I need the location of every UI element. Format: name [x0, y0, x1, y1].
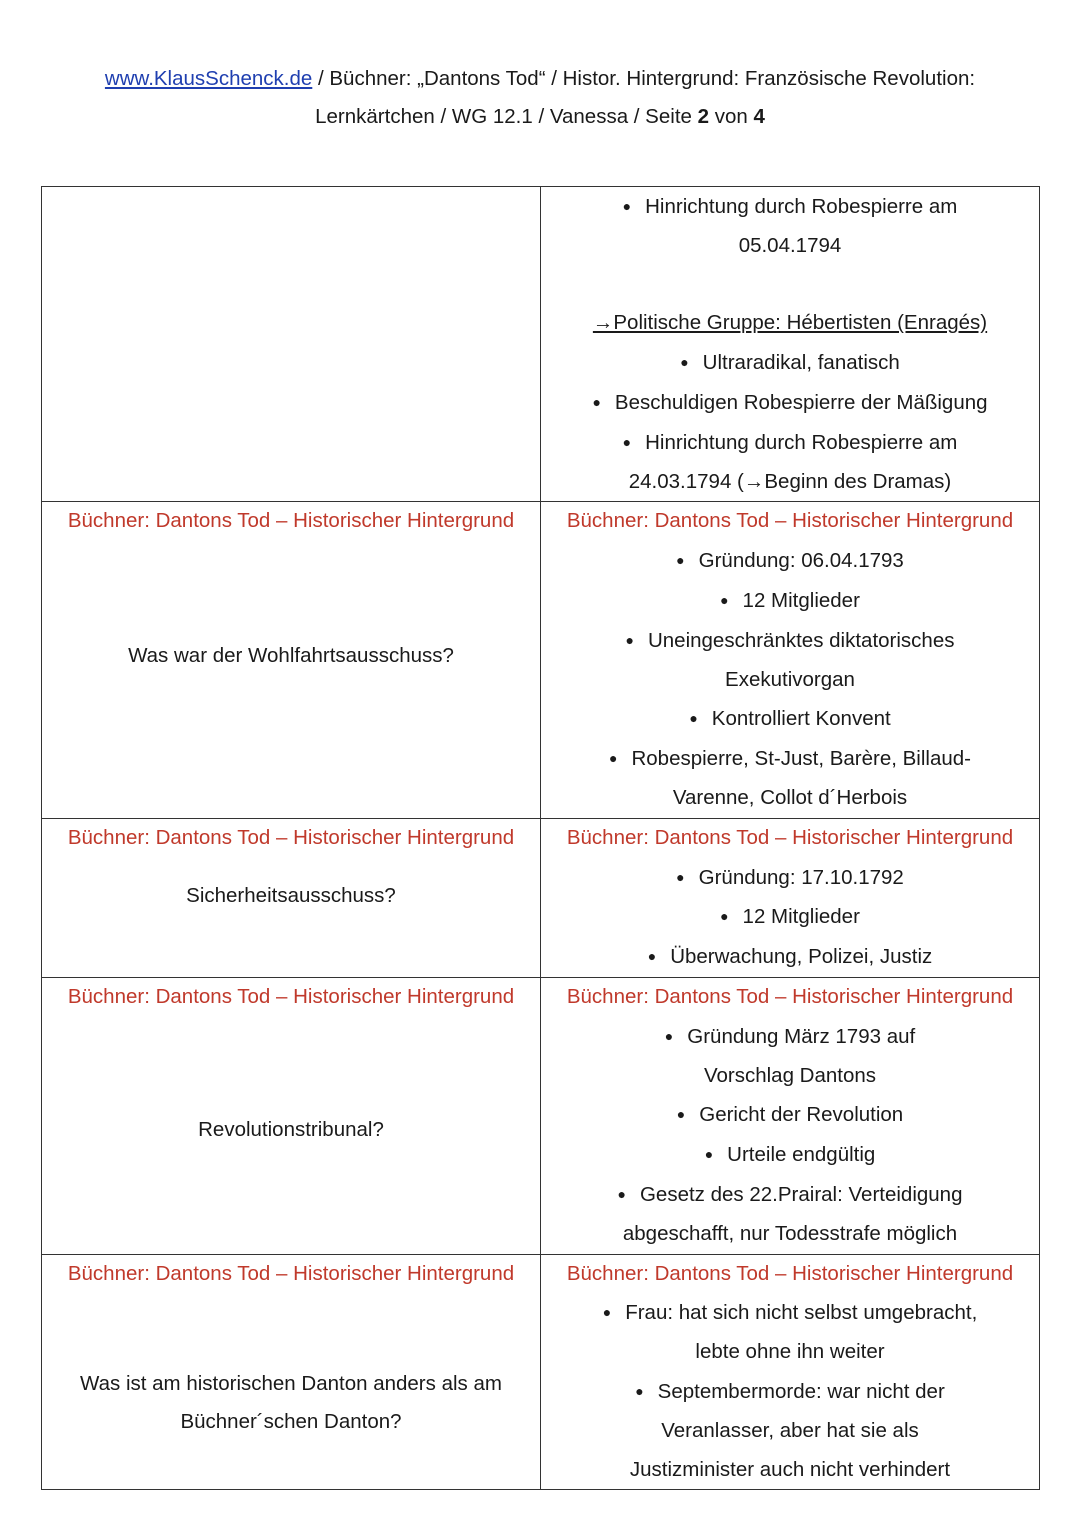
- bullet-dot: ●: [602, 1304, 612, 1321]
- bullet-dot: ●: [704, 1146, 714, 1163]
- answer-bullet: ● Überwachung, Polizei, Justiz: [647, 945, 933, 969]
- card-answer-cell: [541, 977, 1040, 1254]
- card-category: Büchner: Dantons Tod – Historischer Hintergrund: [566, 1261, 1014, 1285]
- flashcard-row: [42, 818, 1040, 977]
- card-category: Büchner: Dantons Tod – Historischer Hintergrund: [566, 825, 1014, 849]
- card-question: Was ist am historischen Danton anders als am Büchner´schen Danton?: [80, 1371, 502, 1434]
- header-title: / Büchner: „Dantons Tod“ / Histor. Hintergrund: Französische Revolution:: [312, 67, 976, 90]
- bullet-dot: ●: [609, 750, 618, 767]
- bullet-dot: ●: [720, 908, 729, 925]
- card-question-cell: [42, 977, 541, 1254]
- answer-bullet: ● Beschuldigen Robespierre der Mäßigung: [592, 390, 988, 414]
- card-question: Was war der Wohlfahrtsausschuss?: [128, 643, 454, 667]
- answer-bullet: ● Gesetz des 22.Prairal: Verteidigung abgeschafft, nur Todesstrafe möglich: [617, 1182, 963, 1245]
- bullet-dot: ●: [680, 354, 689, 371]
- bullet-dot: ●: [676, 1106, 686, 1123]
- site-link[interactable]: www.KlausSchenck.de: [104, 67, 313, 90]
- bullet-dot: ●: [647, 948, 657, 965]
- answer-bullet: ● Robespierre, St-Just, Barère, Billaud-Varenne, Collot d´Herbois: [609, 747, 971, 809]
- card-answer-cell: [541, 818, 1040, 977]
- answer-bullet: ● Urteile endgültig: [704, 1143, 876, 1167]
- answer-bullet: ● Uneingeschränktes diktatorisches Exekutivorgan: [625, 628, 955, 691]
- page-current: 2: [697, 105, 710, 128]
- flashcard-row: [42, 977, 1040, 1254]
- bullet-dot: ●: [617, 1185, 626, 1202]
- answer-bullet: ● Gericht der Revolution: [676, 1103, 904, 1127]
- bullet-dot: ●: [622, 198, 632, 214]
- answer-bullet: ● 12 Mitglieder: [720, 588, 860, 612]
- flashcard-row: [42, 1254, 1040, 1490]
- bullet-dot: ●: [676, 868, 685, 885]
- card-question-cell: [42, 187, 541, 502]
- bullet-dot: ●: [622, 433, 632, 450]
- group-heading: →Politische Gruppe: Hébertisten (Enragés): [592, 311, 988, 335]
- card-question: Revolutionstribunal?: [198, 1118, 384, 1142]
- answer-bullet: ● Hinrichtung durch Robespierre am 24.03.1794 (→Beginn des Dramas): [622, 430, 958, 493]
- answer-bullet: ● Gründung: 06.04.1793: [676, 549, 904, 573]
- answer-bullet: ● Ultraradikal, fanatisch: [680, 351, 900, 375]
- page-total: 4: [753, 105, 765, 128]
- card-category: Büchner: Dantons Tod – Historischer Hintergrund: [566, 509, 1014, 533]
- card-category: Büchner: Dantons Tod – Historischer Hintergrund: [67, 984, 515, 1008]
- answer-bullet: ● Kontrolliert Konvent: [689, 707, 891, 731]
- answer-bullet: ● Hinrichtung durch Robespierre am 05.04.1794: [622, 195, 958, 257]
- header-line-1: [0, 60, 1080, 98]
- flashcard-row: [42, 502, 1040, 818]
- card-category: Büchner: Dantons Tod – Historischer Hintergrund: [67, 509, 515, 533]
- answer-bullet: ● Gründung: 17.10.1792: [676, 865, 904, 889]
- card-category: Büchner: Dantons Tod – Historischer Hintergrund: [67, 825, 515, 849]
- bullet-dot: ●: [635, 1382, 644, 1399]
- bullet-dot: ●: [625, 631, 634, 648]
- card-question: Sicherheitsausschuss?: [186, 884, 396, 908]
- card-question-cell: [42, 1254, 541, 1490]
- bullet-dot: ●: [676, 552, 685, 569]
- card-answer-cell: [541, 1254, 1040, 1490]
- header-meta: Lernkärtchen / WG 12.1 / Vanessa / Seite: [315, 105, 698, 128]
- answer-bullet: ● 12 Mitglieder: [720, 905, 860, 929]
- bullet-dot: ●: [689, 710, 698, 727]
- card-question-cell: [42, 502, 541, 818]
- answer-bullet: ● Septembermorde: war nicht der Veranlasser, aber hat sie als Justizminister auch nicht verhindert: [629, 1379, 951, 1481]
- bullet-dot: ●: [720, 591, 729, 608]
- page-separator: von: [709, 105, 754, 128]
- answer-bullet: ● Gründung März 1793 auf Vorschlag Dantons: [664, 1024, 916, 1087]
- header-line-2: [0, 98, 1080, 136]
- flashcard-row: [42, 187, 1040, 502]
- flashcard-table: [41, 186, 1040, 1490]
- card-question-cell: [42, 818, 541, 977]
- card-category: Büchner: Dantons Tod – Historischer Hintergrund: [67, 1261, 515, 1285]
- card-answer-cell: [541, 187, 1040, 502]
- bullet-dot: ●: [664, 1027, 674, 1044]
- answer-bullet: ● Frau: hat sich nicht selbst umgebracht, lebte ohne ihn weiter: [602, 1301, 978, 1364]
- card-category: Büchner: Dantons Tod – Historischer Hintergrund: [566, 984, 1014, 1008]
- page-header: [0, 60, 1080, 136]
- card-answer-cell: [541, 502, 1040, 818]
- bullet-dot: ●: [592, 393, 601, 410]
